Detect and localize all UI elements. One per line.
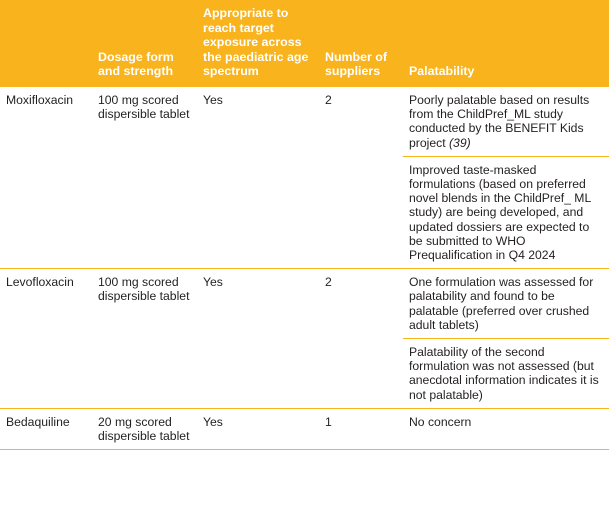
palatability-cell — [403, 86, 609, 156]
dosage-cell: 20 mg scored dispersible tablet — [92, 408, 197, 449]
header-row — [0, 0, 609, 86]
header-drug — [0, 0, 92, 86]
drug-name: Bedaquiline — [0, 408, 92, 449]
palatability-cell: Palatability of the second formulation was not assessed (but anecdotal information indicates it is not palatable) — [403, 339, 609, 409]
suppliers-cell: 2 — [319, 86, 403, 268]
palatability-cell: Improved taste-masked formulations (based on preferred novel blends in the ChildPref_ ML study) are being developed, and updated dossiers are expected to be submitted to WHO Prequalification in Q4 2024 — [403, 156, 609, 268]
table-row — [0, 269, 609, 339]
table-row — [0, 408, 609, 449]
reference-citation: (39) — [448, 135, 471, 150]
suppliers-cell: 1 — [319, 408, 403, 449]
appropriate-cell: Yes — [197, 408, 319, 449]
appropriate-cell: Yes — [197, 269, 319, 409]
header-appropriate: Appropriate to reach target exposure across the paediatric age spectrum — [197, 0, 319, 86]
palatability-cell: One formulation was assessed for palatability and found to be palatable (preferred over crushed adult tablets) — [403, 269, 609, 339]
table-row — [0, 86, 609, 156]
header-dosage: Dosage form and strength — [92, 0, 197, 86]
drug-name: Levofloxacin — [0, 269, 92, 409]
drug-name: Moxifloxacin — [0, 86, 92, 268]
palatability-text: Poorly palatable based on results from the ChildPref_ML study conducted by the BENEFIT Kids project — [409, 92, 590, 150]
suppliers-cell: 2 — [319, 269, 403, 409]
appropriate-cell: Yes — [197, 86, 319, 268]
palatability-cell: No concern — [403, 408, 609, 449]
dosage-cell: 100 mg scored dispersible tablet — [92, 86, 197, 268]
dosage-cell: 100 mg scored dispersible tablet — [92, 269, 197, 409]
header-palatability: Palatability — [403, 0, 609, 86]
header-suppliers: Number of suppliers — [319, 0, 403, 86]
